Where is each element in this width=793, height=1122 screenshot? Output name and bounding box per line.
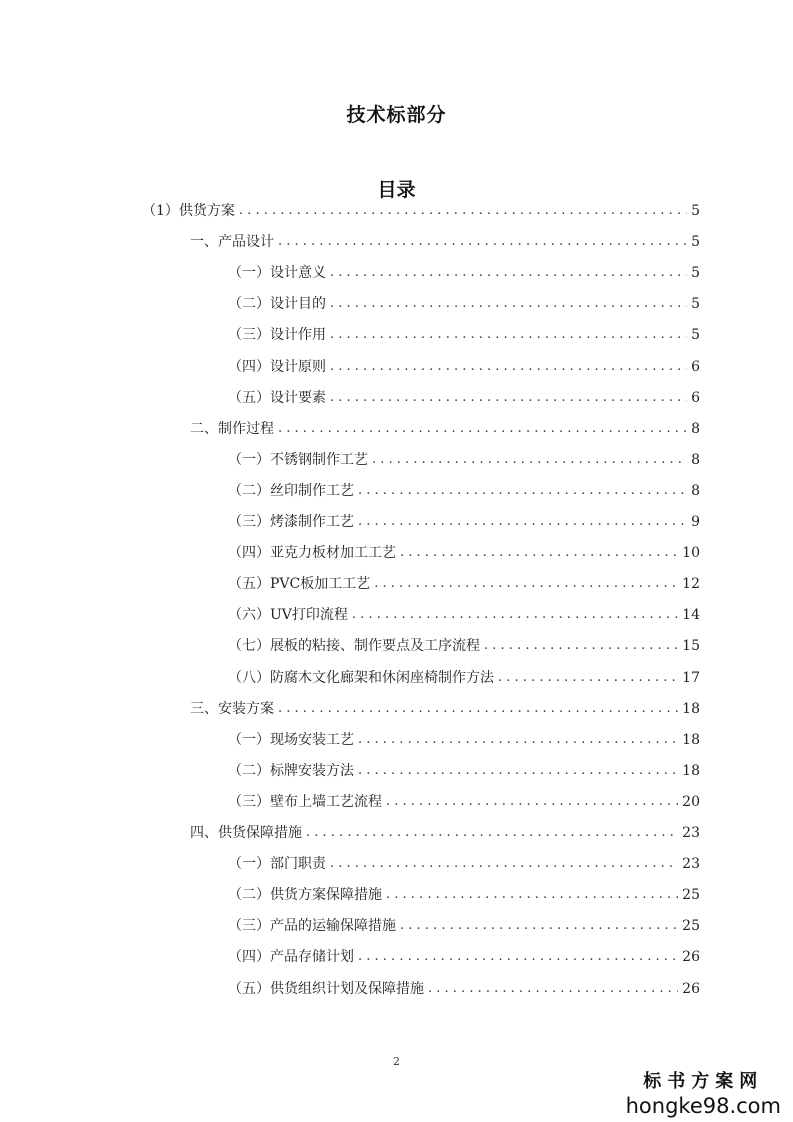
toc-dot-leader [400, 911, 678, 941]
toc-entry-title: （七）展板的粘接、制作要点及工序流程 [228, 638, 480, 655]
toc-entry-title: （二）标牌安装方法 [228, 762, 354, 779]
toc-heading: 目录 [377, 179, 416, 201]
toc-dot-leader [352, 600, 678, 630]
toc-entry-title: （三）烤漆制作工艺 [228, 514, 354, 530]
toc-entry-title: （五）设计要素 [228, 389, 326, 406]
toc-entry-page: 8 [691, 482, 700, 499]
toc-entry[interactable] [228, 383, 700, 413]
toc-entry-title: （四）亚克力板材加工工艺 [228, 545, 396, 562]
toc-entry-title: （二）设计目的 [228, 296, 326, 313]
watermark-site-url: hongke98.com [625, 1094, 781, 1118]
toc-entry-title: （八）防腐木文化廊架和休闲座椅制作方法 [228, 669, 494, 686]
toc-entry[interactable] [228, 725, 700, 755]
toc-entry[interactable] [228, 445, 700, 475]
toc-dot-leader [484, 631, 678, 661]
toc-entry-page: 8 [691, 451, 700, 468]
toc-dot-leader [330, 258, 687, 288]
toc-entry[interactable] [228, 538, 700, 568]
toc-entry[interactable] [228, 320, 700, 350]
toc-entry-page: 20 [682, 793, 700, 810]
toc-entry-page: 5 [691, 234, 700, 251]
toc-entry-title: （二）丝印制作工艺 [228, 482, 354, 499]
toc-dot-leader [428, 974, 678, 1004]
toc-dot-leader [374, 569, 678, 599]
toc-entry-page: 26 [682, 980, 700, 997]
toc-dot-leader [330, 352, 687, 382]
toc-entry-page: 12 [682, 576, 700, 593]
toc-dot-leader [386, 787, 678, 817]
toc-entry-page: 10 [682, 545, 700, 562]
toc-entry-page: 8 [691, 420, 700, 437]
page-number: 2 [393, 1055, 400, 1068]
toc-entry-title: （三）设计作用 [228, 327, 326, 344]
toc-dot-leader [330, 849, 678, 879]
toc-dot-leader [400, 538, 678, 568]
toc-entry-title: （二）供货方案保障措施 [228, 887, 382, 904]
toc-entry-title: （一）不锈钢制作工艺 [228, 451, 368, 468]
toc-entry-title: （六）UV打印流程 [228, 607, 348, 624]
toc-entry[interactable] [228, 849, 700, 879]
toc-entry[interactable] [228, 289, 700, 319]
document-title: 技术标部分 [346, 104, 447, 126]
toc-entry-page: 9 [691, 514, 700, 530]
toc-entry[interactable] [228, 569, 700, 599]
toc-entry-title: （三）产品的运输保障措施 [228, 918, 396, 935]
toc-dot-leader [306, 818, 678, 848]
toc-dot-leader [278, 694, 678, 724]
toc-dot-leader [372, 445, 687, 475]
toc-dot-leader [358, 942, 678, 972]
toc-dot-leader [278, 414, 687, 444]
toc-dot-leader [386, 880, 678, 910]
toc-entry[interactable] [228, 756, 700, 786]
toc-entry-page: 6 [691, 358, 700, 375]
toc-entry-title: （一）部门职责 [228, 856, 326, 873]
toc-entry-title: （一）现场安装工艺 [228, 731, 354, 748]
toc-entry-page: 18 [682, 700, 700, 717]
toc-entry-page: 23 [682, 856, 700, 873]
toc-dot-leader [239, 196, 687, 226]
toc-dot-leader [358, 507, 687, 537]
toc-entry[interactable] [228, 352, 700, 382]
site-watermark [626, 1070, 781, 1118]
toc-entry-title: （1）供货方案 [142, 203, 235, 219]
watermark-site-name: 标书方案网 [643, 1071, 764, 1092]
toc-entry-page: 18 [682, 762, 700, 779]
toc-entry[interactable] [228, 942, 700, 972]
toc-entry-title: （三）壁布上墙工艺流程 [228, 793, 382, 810]
toc-entry-page: 17 [682, 669, 700, 686]
toc-dot-leader [278, 227, 687, 257]
toc-entry[interactable] [228, 258, 700, 288]
toc-entry[interactable] [228, 880, 700, 910]
toc-entry-page: 26 [682, 949, 700, 966]
toc-entry-page: 23 [682, 825, 700, 841]
toc-entry-page: 25 [682, 918, 700, 935]
toc-entry[interactable] [190, 694, 700, 724]
toc-entry[interactable] [228, 507, 700, 537]
toc-entry-title: （一）设计意义 [228, 265, 326, 282]
toc-entry[interactable] [228, 787, 700, 817]
toc-dot-leader [330, 289, 687, 319]
toc-dot-leader [358, 725, 678, 755]
toc-entry[interactable] [228, 600, 700, 630]
toc-entry-title: （五）供货组织计划及保障措施 [228, 980, 424, 997]
toc-dot-leader [358, 476, 687, 506]
toc-entry-title: （五）PVC板加工工艺 [228, 576, 371, 593]
toc-dot-leader [358, 756, 678, 786]
toc-entry-title: 一、产品设计 [190, 234, 274, 251]
toc-entry-title: 四、供货保障措施 [190, 825, 302, 841]
toc-entry[interactable] [190, 414, 700, 444]
toc-entry-page: 25 [682, 887, 700, 904]
toc-entry-title: 二、制作过程 [190, 420, 274, 437]
toc-entry[interactable] [228, 476, 700, 506]
toc-entry-page: 15 [682, 638, 700, 655]
toc-entry-title: （四）设计原则 [228, 358, 326, 375]
toc-entry-page: 14 [682, 607, 700, 624]
toc-entry-page: 18 [682, 731, 700, 748]
toc-dot-leader [330, 320, 687, 350]
toc-entry-page: 5 [691, 327, 700, 344]
toc-entry[interactable] [228, 911, 700, 941]
toc-entry-title: （四）产品存储计划 [228, 949, 354, 966]
toc-entry-page: 5 [691, 265, 700, 282]
toc-dot-leader [330, 383, 687, 413]
toc-entry[interactable] [228, 974, 700, 1004]
toc-entry-page: 6 [691, 389, 700, 406]
toc-entry[interactable] [190, 818, 700, 848]
toc-entry[interactable] [228, 631, 700, 661]
toc-entry-page: 5 [691, 203, 700, 219]
toc-entry[interactable] [142, 196, 700, 226]
toc-entry-title: 三、安装方案 [190, 700, 274, 717]
toc-entry-page: 5 [691, 296, 700, 313]
toc-entry[interactable] [228, 663, 700, 693]
toc-entry[interactable] [190, 227, 700, 257]
toc-dot-leader [498, 663, 678, 693]
